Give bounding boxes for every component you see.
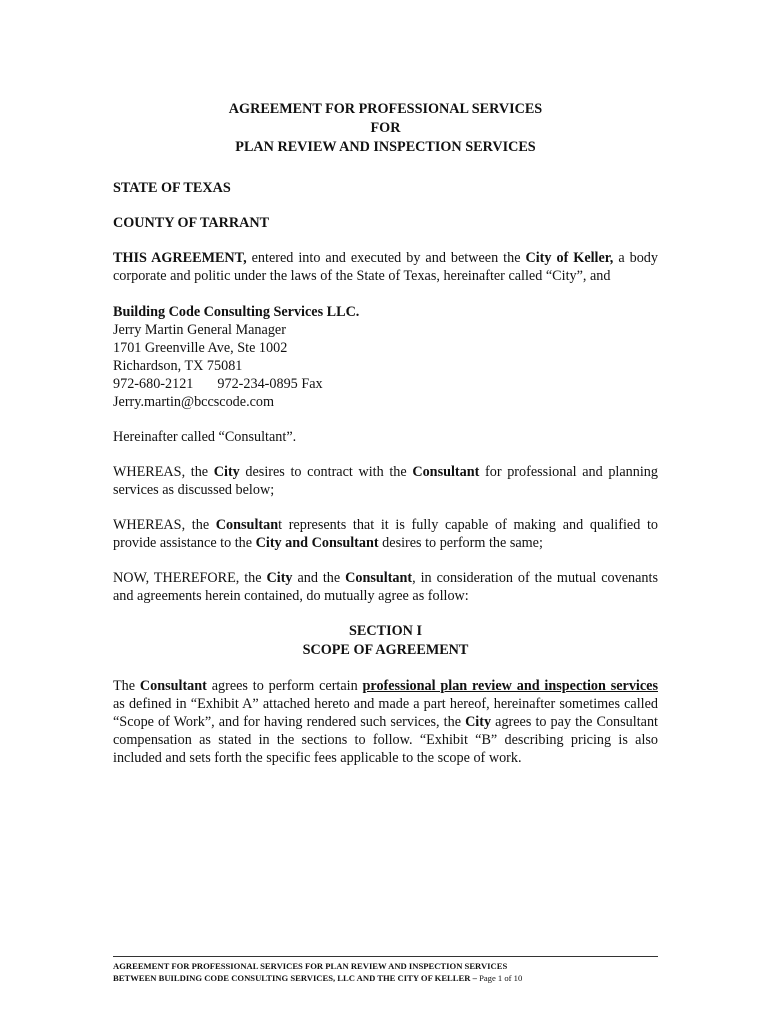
now-text-3: , in consideration of the mutual covenants and agreements herein contained, do mutually agree as follow: bbox=[113, 570, 658, 604]
hereinafter-paragraph: Hereinafter called “Consultant”. bbox=[113, 429, 297, 445]
footer-line-1: AGREEMENT FOR PROFESSIONAL SERVICES FOR PLAN REVIEW AND INSPECTION SERVICES bbox=[113, 961, 508, 971]
page-footer bbox=[113, 956, 658, 984]
whereas1-text-3: for professional and planning services as discussed below; bbox=[113, 464, 658, 498]
whereas1-text-1: WHEREAS, the bbox=[113, 464, 214, 480]
consultant-address-1: 1701 Greenville Ave, Ste 1002 bbox=[113, 340, 288, 356]
scope-text-4: agrees to pay the Consultant compensation as stated in the sections to follow. “Exhibit “B” describing pricing is also included and sets forth the specific fees applicable to the scope of work. bbox=[113, 714, 658, 766]
scope-text-3: as defined in “Exhibit A” attached hereto and made a part hereof, hereinafter sometimes called “Scope of Work”, and for having rendered such services, the bbox=[113, 696, 658, 730]
intro-paragraph bbox=[113, 249, 658, 285]
now-city: City bbox=[266, 570, 293, 586]
intro-city: City of Keller, bbox=[525, 250, 614, 266]
title-line-1: AGREEMENT FOR PROFESSIONAL SERVICES bbox=[228, 101, 543, 117]
consultant-fax: 972-234-0895 Fax bbox=[217, 376, 323, 392]
title-line-3: PLAN REVIEW AND INSPECTION SERVICES bbox=[235, 139, 536, 155]
consultant-contact: Jerry Martin General Manager bbox=[113, 322, 286, 338]
now-text-1: NOW, THEREFORE, the bbox=[113, 570, 267, 586]
consultant-company-name: Building Code Consulting Services LLC. bbox=[113, 304, 360, 320]
whereas1-consultant: Consultant bbox=[412, 464, 480, 480]
section-name: SCOPE OF AGREEMENT bbox=[302, 642, 469, 658]
whereas2-consultant: Consultan bbox=[215, 517, 279, 533]
scope-text-2: agrees to perform certain bbox=[206, 678, 363, 694]
consultant-phones bbox=[113, 375, 658, 393]
scope-services-underlined: professional plan review and inspection services bbox=[362, 678, 658, 694]
scope-consultant: Consultant bbox=[139, 678, 207, 694]
whereas2-city-consultant: City and Consultant bbox=[255, 535, 379, 551]
whereas-paragraph-2 bbox=[113, 516, 658, 552]
document-body bbox=[113, 100, 658, 767]
now-therefore-paragraph bbox=[113, 569, 658, 605]
intro-text-1: entered into and executed by and between the bbox=[246, 250, 526, 266]
consultant-company bbox=[113, 303, 658, 321]
scope-paragraph bbox=[113, 677, 658, 767]
whereas-paragraph-1 bbox=[113, 463, 658, 499]
consultant-phone: 972-680-2121 bbox=[113, 376, 194, 392]
scope-city: City bbox=[465, 714, 492, 730]
consultant-block bbox=[113, 303, 658, 411]
section-number: SECTION I bbox=[349, 623, 422, 639]
consultant-address-2: Richardson, TX 75081 bbox=[113, 358, 243, 374]
footer-rule bbox=[113, 956, 658, 957]
whereas2-text-1: WHEREAS, the bbox=[113, 517, 216, 533]
footer-line-2 bbox=[113, 972, 658, 984]
consultant-email[interactable]: Jerry.martin@bccscode.com bbox=[113, 394, 275, 410]
state-heading: STATE OF TEXAS bbox=[113, 180, 231, 196]
page-number: Page 1 of 10 bbox=[476, 973, 523, 983]
now-consultant: Consultant bbox=[345, 570, 413, 586]
intro-lead: THIS AGREEMENT, bbox=[113, 250, 247, 266]
whereas1-text-2: desires to contract with the bbox=[239, 464, 413, 480]
county-heading: COUNTY OF TARRANT bbox=[113, 215, 270, 231]
scope-text-1: The bbox=[113, 678, 140, 694]
whereas1-city: City bbox=[213, 464, 240, 480]
whereas2-text-3: desires to perform the same; bbox=[378, 535, 543, 551]
title-line-2: FOR bbox=[370, 120, 401, 136]
footer-line-2-text: BETWEEN BUILDING CODE CONSULTING SERVICES, LLC AND THE CITY OF KELLER – bbox=[113, 973, 477, 983]
now-text-2: and the bbox=[292, 570, 346, 586]
whereas2-text-2: t represents that it is fully capable of making and qualified to provide assistance to the bbox=[113, 517, 658, 551]
intro-text-2: a body corporate and politic under the laws of the State of Texas, hereinafter called “City”, and bbox=[113, 250, 658, 284]
